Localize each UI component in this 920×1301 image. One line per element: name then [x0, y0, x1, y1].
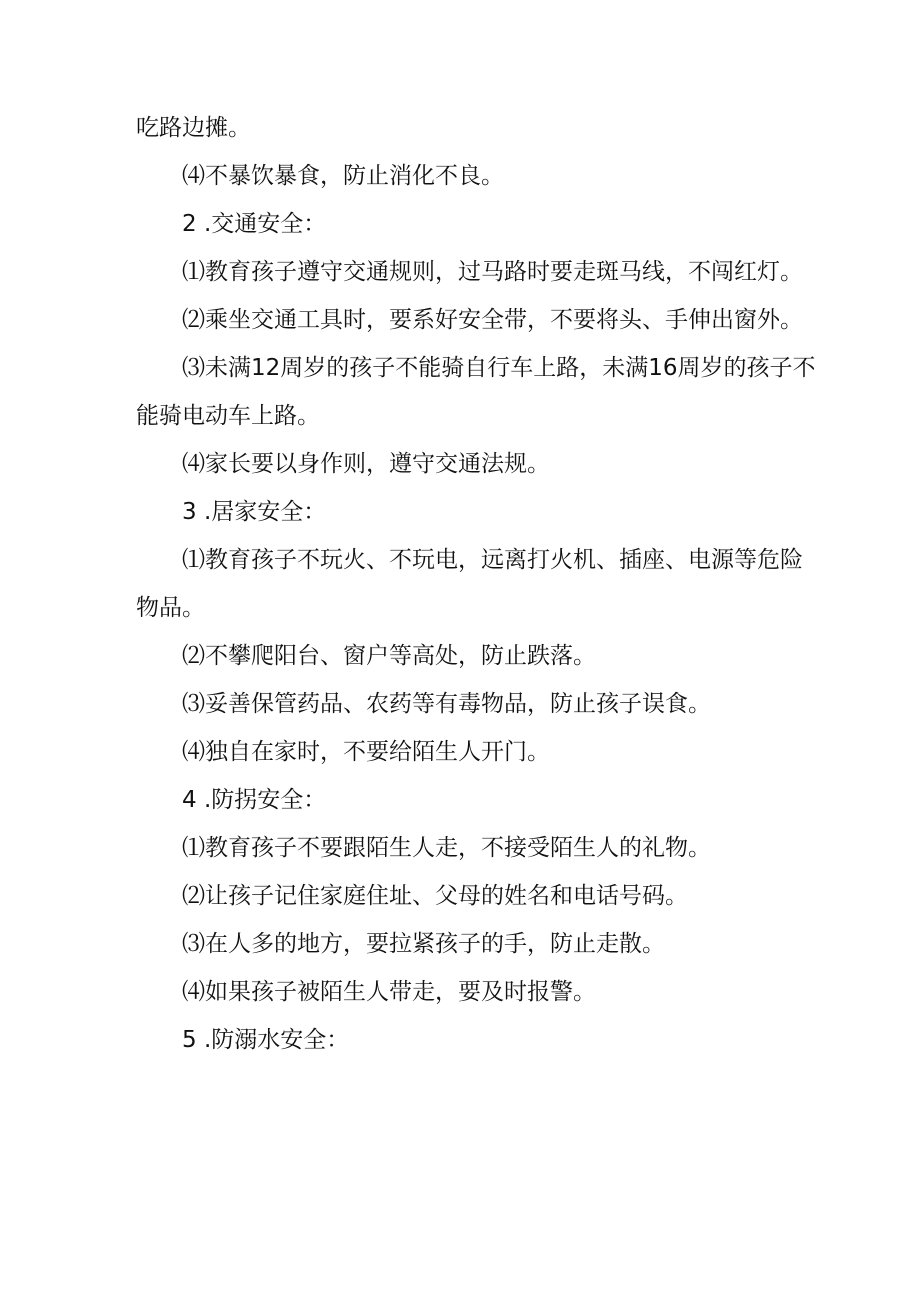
- section-heading-traffic: 2 .交通安全：: [182, 211, 327, 237]
- section-heading-anti-drowning: 5 .防溺水安全：: [182, 1027, 350, 1053]
- list-item: ⑷独自在家时，不要给陌生人开门。: [182, 739, 550, 765]
- list-item: ⑶妥善保管药品、农药等有毒物品，防止孩子误食。: [182, 691, 711, 717]
- section-heading-home: 3 .居家安全：: [182, 499, 327, 525]
- list-item: ⑶未满12周岁的孩子不能骑自行车上路，未满16周岁的孩子不能骑电动车上路。: [136, 355, 816, 429]
- list-item: ⑷不暴饮暴食，防止消化不良。: [182, 163, 504, 189]
- list-item: ⑵乘坐交通工具时，要系好安全带，不要将头、手伸出窗外。: [182, 307, 803, 333]
- list-item: ⑵不攀爬阳台、窗户等高处，防止跌落。: [182, 643, 596, 669]
- list-item: ⑷如果孩子被陌生人带走，要及时报警。: [182, 979, 596, 1005]
- list-item: ⑷家长要以身作则，遵守交通法规。: [182, 451, 550, 477]
- document-body: [136, 104, 816, 1064]
- list-item: ⑴教育孩子不玩火、不玩电，远离打火机、插座、电源等危险物品。: [136, 547, 803, 621]
- list-item: ⑴教育孩子不要跟陌生人走，不接受陌生人的礼物。: [182, 835, 711, 861]
- list-item: ⑴教育孩子遵守交通规则，过马路时要走斑马线，不闯红灯。: [182, 259, 803, 285]
- list-item: ⑶在人多的地方，要拉紧孩子的手，防止走散。: [182, 931, 665, 957]
- section-heading-anti-abduction: 4 .防拐安全：: [182, 787, 327, 813]
- list-item: ⑵让孩子记住家庭住址、父母的姓名和电话号码。: [182, 883, 688, 909]
- paragraph-continuation: 吃路边摊。: [136, 115, 251, 141]
